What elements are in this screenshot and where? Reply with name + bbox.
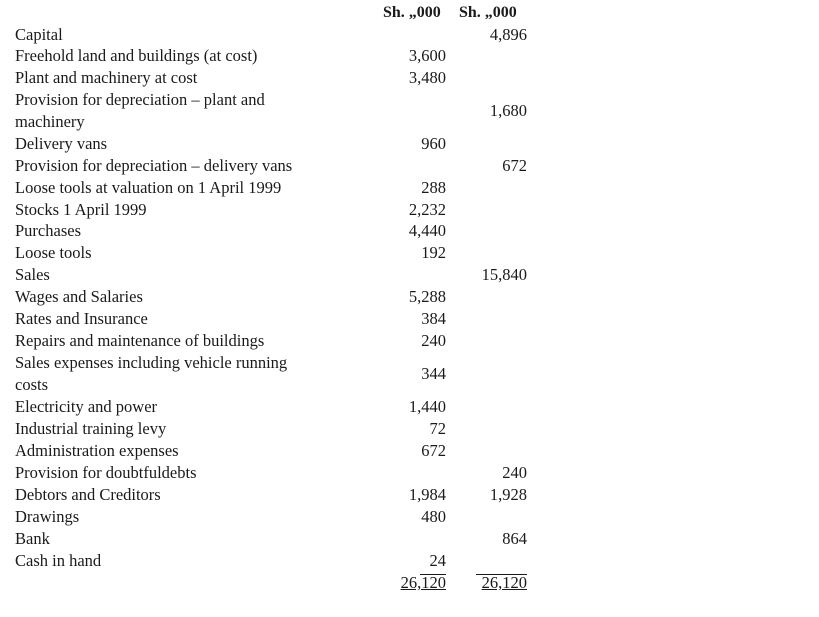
debit-value: 2,232 bbox=[408, 200, 446, 219]
credit-value: 15,840 bbox=[481, 265, 527, 284]
debit-value: 3,480 bbox=[408, 68, 446, 87]
credit-value: 1,680 bbox=[489, 101, 527, 120]
row-label: Loose tools at valuation on 1 April 1999 bbox=[15, 178, 282, 197]
row-label: Freehold land and buildings (at cost) bbox=[15, 46, 258, 65]
row-label: Provision for doubtfuldebts bbox=[15, 463, 197, 482]
row-label: Debtors and Creditors bbox=[15, 485, 161, 504]
debit-value: 4,440 bbox=[408, 221, 446, 240]
debit-value: 344 bbox=[421, 364, 446, 383]
column-header-1: Sh. „000 bbox=[383, 4, 441, 21]
credit-value: 1,928 bbox=[489, 485, 527, 504]
credit-value: 672 bbox=[502, 156, 527, 175]
row-label: Cash in hand bbox=[15, 551, 102, 570]
debit-value: 240 bbox=[421, 331, 446, 350]
row-label: Purchases bbox=[15, 221, 81, 240]
total-credit: 26,120 bbox=[481, 573, 527, 592]
row-label: Electricity and power bbox=[15, 397, 158, 416]
row-label: Delivery vans bbox=[15, 134, 108, 153]
row-label: Provision for depreciation – plant and machinery bbox=[15, 90, 265, 131]
debit-value: 480 bbox=[421, 507, 446, 526]
debit-value: 3,600 bbox=[408, 46, 446, 65]
row-label: Sales bbox=[15, 265, 50, 284]
row-label: Sales expenses including vehicle running costs bbox=[15, 353, 288, 394]
row-label: Industrial training levy bbox=[15, 419, 167, 438]
debit-value: 5,288 bbox=[408, 287, 446, 306]
row-label: Capital bbox=[15, 25, 63, 44]
row-label: Rates and Insurance bbox=[15, 309, 148, 328]
credit-value: 4,896 bbox=[489, 25, 527, 44]
row-label: Drawings bbox=[15, 507, 80, 526]
row-label: Plant and machinery at cost bbox=[15, 68, 198, 87]
column-header-2: Sh. „000 bbox=[459, 4, 517, 21]
debit-value: 384 bbox=[421, 309, 446, 328]
debit-value: 1,984 bbox=[408, 485, 446, 504]
credit-value: 864 bbox=[502, 529, 527, 548]
row-label: Wages and Salaries bbox=[15, 287, 143, 306]
credit-value: 240 bbox=[502, 463, 527, 482]
debit-value: 1,440 bbox=[408, 397, 446, 416]
row-label: Provision for depreciation – delivery vans bbox=[15, 156, 293, 175]
debit-value: 192 bbox=[421, 243, 446, 262]
debit-value: 72 bbox=[429, 419, 446, 438]
row-label: Stocks 1 April 1999 bbox=[15, 200, 147, 219]
row-label: Loose tools bbox=[15, 243, 92, 262]
row-label: Repairs and maintenance of buildings bbox=[15, 331, 265, 350]
row-label: Administration expenses bbox=[15, 441, 179, 460]
row-label: Bank bbox=[15, 529, 50, 548]
debit-value: 672 bbox=[421, 441, 446, 460]
debit-value: 288 bbox=[421, 178, 446, 197]
total-debit: 26,120 bbox=[400, 573, 446, 592]
debit-value: 960 bbox=[421, 134, 446, 153]
debit-value: 24 bbox=[429, 551, 446, 570]
